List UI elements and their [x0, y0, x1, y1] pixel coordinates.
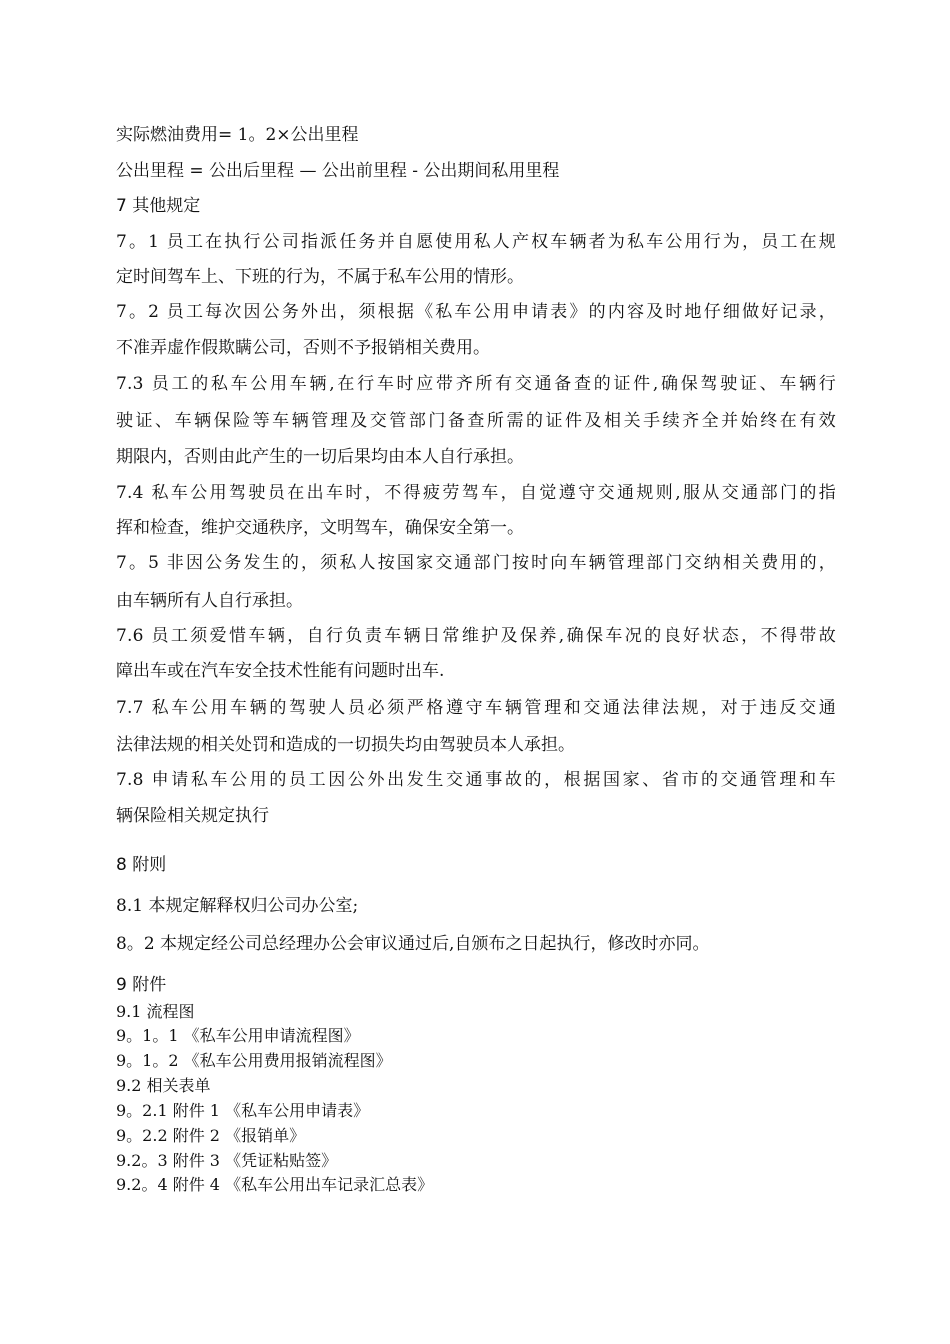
paragraph-7-1-line-2: 定时间驾车上、下班的行为，不属于私车公用的情形。: [116, 267, 524, 287]
paragraph-8-1: 8.1 本规定解释权归公司办公室;: [116, 896, 359, 916]
attachment-list-item: 9.2。4 附件 4 《私车公用出车记录汇总表》: [116, 1175, 434, 1194]
attachment-list-item: 9.1 流程图: [116, 1002, 195, 1021]
paragraph-7-6-line-2: 障出车或在汽车安全技术性能有问题时出车.: [116, 661, 445, 681]
paragraph-7-3-line-2: 驶证、车辆保险等车辆管理及交管部门备查所需的证件及相关手续齐全并始终在有效: [116, 411, 836, 431]
section-7-heading: 7 其他规定: [116, 196, 201, 216]
paragraph-7-4-line-1: 7.4 私车公用驾驶员在出车时，不得疲劳驾车，自觉遵守交通规则,服从交通部门的指: [116, 483, 836, 503]
paragraph-7-7-line-1: 7.7 私车公用车辆的驾驶人员必须严格遵守车辆管理和交通法律法规，对于违反交通: [116, 698, 836, 718]
paragraph-7-1-line-1: 7。1 员工在执行公司指派任务并自愿使用私人产权车辆者为私车公用行为，员工在规: [116, 232, 836, 252]
attachment-list-item: 9.2。3 附件 3 《凭证粘贴签》: [116, 1151, 338, 1170]
paragraph-7-5-line-2: 由车辆所有人自行承担。: [116, 591, 303, 611]
attachment-list-item: 9。1。1 《私车公用申请流程图》: [116, 1026, 360, 1045]
paragraph-7-8-line-2: 辆保险相关规定执行: [116, 806, 269, 826]
attachment-list-item: 9。1。2 《私车公用费用报销流程图》: [116, 1051, 392, 1070]
paragraph-7-7-line-2: 法律法规的相关处罚和造成的一切损失均由驾驶员本人承担。: [116, 735, 575, 755]
paragraph-7-3-line-3: 期限内，否则由此产生的一切后果均由本人自行承担。: [116, 447, 524, 467]
paragraph-8-2: 8。2 本规定经公司总经理办公会审议通过后,自颁布之日起执行，修改时亦同。: [116, 934, 710, 954]
paragraph-7-2-line-2: 不准弄虚作假欺瞒公司，否则不予报销相关费用。: [116, 338, 490, 358]
paragraph-7-4-line-2: 挥和检查，维护交通秩序，文明驾车，确保安全第一。: [116, 518, 524, 538]
paragraph-7-5-line-1: 7。5 非因公务发生的，须私人按国家交通部门按时向车辆管理部门交纳相关费用的，: [116, 553, 836, 573]
attachment-list-item: 9。2.2 附件 2 《报销单》: [116, 1126, 306, 1145]
paragraph-7-3-line-1: 7.3 员工的私车公用车辆,在行车时应带齐所有交通备查的证件,确保驾驶证、车辆行: [116, 374, 836, 394]
paragraph-7-6-line-1: 7.6 员工须爱惜车辆，自行负责车辆日常维护及保养,确保车况的良好状态，不得带故: [116, 626, 836, 646]
section-9-heading: 9 附件: [116, 975, 167, 995]
fuel-cost-formula: 实际燃油费用= 1。2×公出里程: [116, 125, 359, 145]
attachment-list-item: 9。2.1 附件 1 《私车公用申请表》: [116, 1101, 370, 1120]
paragraph-7-2-line-1: 7。2 员工每次因公务外出，须根据《私车公用申请表》的内容及时地仔细做好记录，: [116, 302, 836, 322]
section-8-heading: 8 附则: [116, 855, 167, 875]
mileage-formula: 公出里程 = 公出后里程 — 公出前里程 - 公出期间私用里程: [116, 161, 560, 181]
paragraph-7-8-line-1: 7.8 申请私车公用的员工因公外出发生交通事故的，根据国家、省市的交通管理和车: [116, 770, 836, 790]
attachment-list-item: 9.2 相关表单: [116, 1076, 211, 1095]
